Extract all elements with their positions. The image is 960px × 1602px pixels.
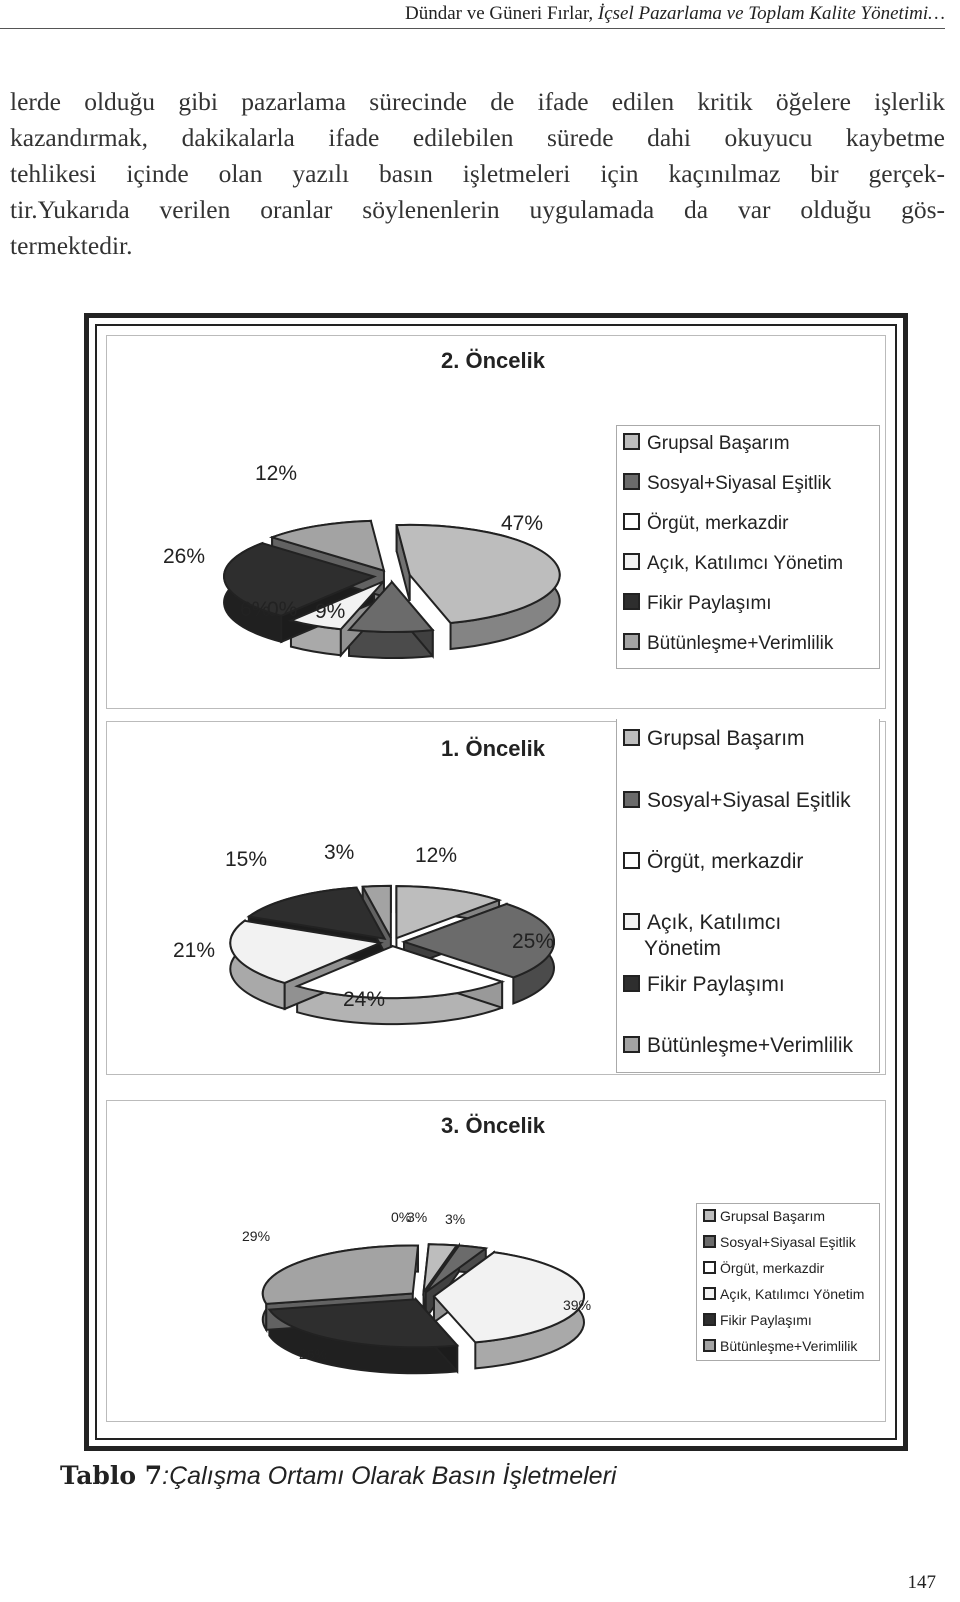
legend-swatch [623,593,640,610]
legend-label: Örgüt, merkazdir [647,850,804,873]
chart-legend [616,719,880,1073]
legend-swatch [703,1261,716,1274]
body-paragraph [10,84,945,264]
legend-label: Grupsal Başarım [647,727,805,750]
legend-swatch [623,513,640,530]
legend-item [703,1338,857,1354]
legend-swatch [623,473,640,490]
legend-item [623,1034,853,1058]
legend-item [623,553,843,575]
pct-label-fikir: 15% [225,848,268,871]
pie-chart-1 [197,862,617,1062]
pct-label-butunlesme: 3% [324,841,355,864]
legend-swatch [623,913,640,930]
legend-label: Fikir Paylaşımı [647,593,772,614]
legend-label: Bütünleşme+Verimlilik [720,1338,858,1354]
pct-label-sosyal: 3% [407,1209,428,1225]
figure-frame [84,313,908,1451]
legend-item [623,973,785,997]
pct-label-orgut: 0% [267,598,298,621]
pct-label-butunlesme: 29% [242,1228,271,1244]
legend-item [703,1234,856,1250]
legend-label: Grupsal Başarım [647,433,790,454]
legend-item [623,593,772,615]
legend-item [623,789,851,813]
chart-title: 1. Öncelik [441,736,545,761]
page-number: 147 [907,1572,936,1593]
legend-item [623,633,833,655]
legend-swatch [623,553,640,570]
legend-label: Sosyal+Siyasal Eşitlik [647,473,832,494]
legend-item [703,1208,825,1224]
legend-swatch [703,1313,716,1326]
legend-label: Fikir Paylaşımı [720,1312,812,1328]
pct-label-acik: 21% [173,939,216,962]
pct-label-acik: 39% [563,1297,592,1313]
legend-item [623,473,831,495]
chart-title: 3. Öncelik [441,1113,545,1138]
pct-label-orgut: 24% [343,988,386,1011]
legend-label: Bütünleşme+Verimlilik [647,1034,854,1057]
legend-item [703,1312,812,1328]
table-caption [60,1461,616,1491]
paragraph-line: kazandırmak, dakikalarla ifade edilebilen sürede dahi okuyucu kaybetme [10,123,945,152]
pct-label-fikir: 26% [163,545,206,568]
legend-swatch [703,1235,716,1248]
legend-swatch [623,791,640,808]
paragraph-line: lerde olduğu gibi pazarlama sürecinde de ifade edilen kritik öğelere işlerlik [10,87,945,116]
pct-label-sosyal: 25% [512,930,555,953]
running-header [0,0,945,29]
pct-label-acik: 6% [240,598,271,621]
legend-label: Grupsal Başarım [720,1208,826,1224]
legend-item-continued [644,937,721,961]
header-authors: Dündar ve Güneri Fırlar, [405,3,594,24]
legend-label: Sosyal+Siyasal Eşitlik [720,1234,856,1250]
pct-label-sosyal: 9% [315,600,346,623]
legend-item [623,727,805,751]
legend-label: Yönetim [644,937,722,960]
legend-label: Fikir Paylaşımı [647,973,785,996]
legend-swatch [623,1036,640,1053]
legend-item [703,1286,864,1302]
caption-label: Tablo 7 [60,1461,163,1490]
chart-panel-3 [106,1100,886,1422]
legend-item [623,513,788,535]
pct-label-orgut: 0% [391,1209,412,1225]
legend-label: Örgüt, merkazdir [720,1260,825,1276]
legend-swatch [623,633,640,650]
legend-label: Açık, Katılımcı [647,911,782,934]
legend-swatch [623,729,640,746]
pct-label-grupsal: 47% [501,512,544,535]
chart-panel-2 [106,335,886,709]
legend-swatch [623,433,640,450]
legend-label: Bütünleşme+Verimlilik [647,633,834,654]
legend-swatch [703,1287,716,1300]
caption-text: :Çalışma Ortamı Olarak Basın İşletmeleri [162,1462,617,1490]
chart-legend [616,425,880,669]
chart-legend [696,1203,880,1361]
pct-label-grupsal: 12% [415,844,458,867]
legend-swatch [703,1209,716,1222]
paragraph-line: termektedir. [10,231,133,260]
chart-panel-1 [106,721,886,1075]
pct-label-grupsal: 3% [445,1211,466,1227]
legend-swatch [703,1339,716,1352]
legend-item [623,850,803,874]
legend-label: Açık, Katılımcı Yönetim [720,1286,865,1302]
pct-label-fikir: 26% [299,1346,328,1362]
pie-slice-butunlesme [263,1246,418,1304]
header-title: İçsel Pazarlama ve Toplam Kalite Yönetimi… [597,3,945,24]
legend-item [623,433,790,455]
legend-label: Sosyal+Siyasal Eşitlik [647,789,851,812]
paragraph-line: tehlikesi içinde olan yazılı basın işletmeleri için kaçınılmaz bir gerçek- [10,159,945,188]
legend-label: Açık, Katılımcı Yönetim [647,553,844,574]
legend-label: Örgüt, merkazdir [647,513,789,534]
legend-swatch [623,975,640,992]
pct-label-butunlesme: 12% [255,462,298,485]
legend-item [703,1260,824,1276]
chart-title: 2. Öncelik [441,348,545,373]
legend-item [623,911,781,935]
legend-swatch [623,852,640,869]
paragraph-line: tir.Yukarıda verilen oranlar söylenenlerin uygulamada da var olduğu gös- [10,195,945,224]
